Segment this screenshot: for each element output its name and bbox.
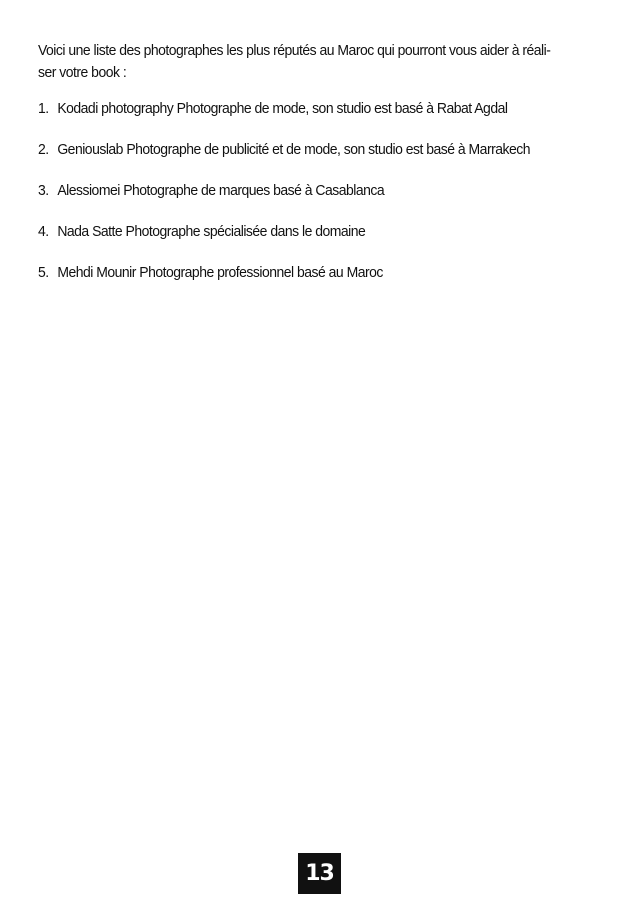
intro-paragraph (38, 40, 550, 84)
list-item-text: Alessiomei Photographe de marques basé à Casablanca (57, 182, 385, 199)
list-item-text: Kodadi photography Photographe de mode, son studio est basé à Rabat Agdal (57, 100, 508, 117)
list-item (38, 221, 530, 262)
intro-line-2: ser votre book : (38, 64, 127, 81)
list-item-number: 2. (38, 141, 49, 158)
list-item (38, 180, 530, 221)
list-item-number: 5. (38, 264, 49, 281)
list-item (38, 98, 530, 139)
list-item-text: Nada Satte Photographe spécialisée dans le domaine (57, 223, 366, 240)
list-item-text: Mehdi Mounir Photographe professionnel basé au Maroc (57, 264, 383, 281)
photographer-list (38, 98, 573, 303)
page-number-badge: 13 (298, 853, 341, 894)
list-item-text: Geniouslab Photographe de publicité et de mode, son studio est basé à Marrakech (57, 141, 530, 158)
list-item-number: 3. (38, 182, 49, 199)
list-item-number: 4. (38, 223, 49, 240)
list-item (38, 262, 530, 303)
list-item-number: 1. (38, 100, 49, 117)
list-item (38, 139, 530, 180)
intro-line-1: Voici une liste des photographes les plus réputés au Maroc qui pourront vous aider à réali- (38, 42, 551, 59)
